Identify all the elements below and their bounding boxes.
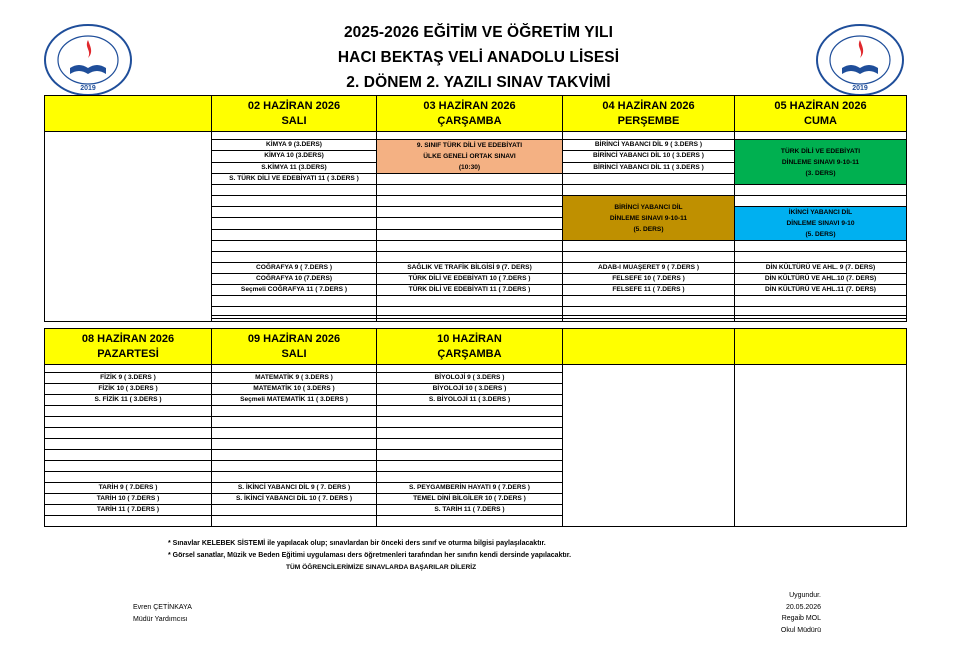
signer-title: Müdür Yardımcısı (133, 615, 188, 623)
empty-header-cell (45, 96, 212, 132)
exam-cell: TARİH 10 ( 7.DERS ) (45, 494, 212, 505)
exam-cell: ADAB-I MUAŞERET 9 ( 7.DERS ) (563, 263, 735, 274)
exam-cell: S. İKİNCİ YABANCI DİL 10 ( 7. DERS ) (212, 494, 377, 505)
exam-cell: DİN KÜLTÜRÜ VE AHL.11 (7. DERS) (735, 285, 907, 296)
week2-header-row (45, 329, 907, 365)
listening-exam-cell: TÜRK DİLİ VE EDEBİYATI DİNLEME SINAVI 9-10-11 (3. DERS) (735, 140, 907, 185)
day-header-cell: 09 HAZİRAN 2026 SALI (212, 329, 377, 365)
header-school: HACI BEKTAŞ VELİ ANADOLU LİSESİ (337, 49, 620, 66)
exam-cell: S. FİZİK 11 ( 3.DERS ) (45, 395, 212, 406)
exam-cell: KİMYA 10 (3.DERS) (212, 151, 377, 162)
exam-cell: FİZİK 10 ( 3.DERS ) (45, 384, 212, 395)
exam-cell: FİZİK 9 ( 3.DERS ) (45, 373, 212, 384)
exam-cell: COĞRAFYA 9 ( 7.DERS ) (212, 263, 377, 274)
exam-cell: S. TÜRK DİLİ VE EDEBİYATI 11 ( 3.DERS ) (212, 174, 377, 185)
exam-cell: TÜRK DİLİ VE EDEBİYATI 10 ( 7.DERS ) (377, 274, 563, 285)
exam-cell: BİYOLOJİ 10 ( 3.DERS ) (377, 384, 563, 395)
exam-cell: FELSEFE 11 ( 7.DERS ) (563, 285, 735, 296)
exam-cell: TÜRK DİLİ VE EDEBİYATI 11 ( 7.DERS ) (377, 285, 563, 296)
note-line: * Sınavlar KELEBEK SİSTEMİ ile yapılacak olup; sınavlardan bir önceki ders sınıf ve oturma bilgisi paylaşılacaktır. (168, 540, 546, 547)
listening-exam-cell: BİRİNCİ YABANCI DİL DİNLEME SINAVI 9-10-11 (5. DERS) (563, 196, 735, 241)
day-header-cell: 08 HAZİRAN 2026 PAZARTESİ (45, 329, 212, 365)
exam-cell: TARİH 11 ( 7.DERS ) (45, 505, 212, 516)
approval-text: Uygundur. (789, 592, 821, 599)
exam-cell: BİYOLOJİ 9 ( 3.DERS ) (377, 373, 563, 384)
exam-cell: FELSEFE 10 ( 7.DERS ) (563, 274, 735, 285)
empty-block (563, 365, 735, 527)
exam-cell: S. PEYGAMBERİN HAYATI 9 ( 7.DERS ) (377, 483, 563, 494)
document-header (0, 20, 957, 95)
svg-text:2019: 2019 (852, 85, 868, 92)
exam-cell: S. İKİNCİ YABANCI DİL 9 ( 7. DERS ) (212, 483, 377, 494)
notes-block (168, 538, 571, 561)
svg-text:2019: 2019 (80, 85, 96, 92)
week2-schedule-table (44, 328, 907, 527)
signature-left (133, 602, 192, 625)
exam-cell: KİMYA 9 (3.DERS) (212, 140, 377, 151)
school-logo-right (816, 24, 904, 96)
empty-header-cell (735, 329, 907, 365)
signer-name: Evren ÇETİNKAYA (133, 604, 192, 611)
approval-date: 20.05.2026 (785, 603, 821, 611)
signer-title: Okul Müdürü (780, 626, 821, 634)
exam-cell: MATEMATİK 9 ( 3.DERS ) (212, 373, 377, 384)
exam-cell: S.KİMYA 11 (3.DERS) (212, 162, 377, 173)
exam-cell: DİN KÜLTÜRÜ VE AHL.10 (7. DERS) (735, 274, 907, 285)
exam-cell: TARİH 9 ( 7.DERS ) (45, 483, 212, 494)
signature-right (755, 590, 821, 636)
listening-exam-cell: İKİNCİ YABANCI DİL DİNLEME SINAVI 9-10 (5. DERS) (735, 207, 907, 241)
day-header-cell: 10 HAZİRAN ÇARŞAMBA (377, 329, 563, 365)
header-title: 2. DÖNEM 2. YAZILI SINAV TAKVİMİ (346, 74, 611, 91)
exam-cell: S. BİYOLOJİ 11 ( 3.DERS ) (377, 395, 563, 406)
note-line: * Görsel sanatlar, Müzik ve Beden Eğitimi uygulaması ders öğretmenleri tarafından her sınıfın kendi dersinde yapılacaktır. (168, 551, 572, 559)
exam-cell: SAĞLIK VE TRAFİK BİLGİSİ 9 (7. DERS) (377, 263, 563, 274)
empty-left-block (45, 132, 212, 322)
signer-name: Regaib MOL (781, 615, 821, 622)
common-exam-cell: 9. SINIF TÜRK DİLİ VE EDEBİYATI ÜLKE GENELİ ORTAK SINAVI (10:30) (377, 140, 563, 174)
exam-cell: Seçmeli COĞRAFYA 11 ( 7.DERS ) (212, 285, 377, 296)
exam-cell: COĞRAFYA 10 (7.DERS) (212, 274, 377, 285)
empty-block (735, 365, 907, 527)
day-header-cell: 02 HAZİRAN 2026 SALI (212, 96, 377, 132)
exam-cell: Seçmeli MATEMATİK 11 ( 3.DERS ) (212, 395, 377, 406)
exam-cell: BİRİNCİ YABANCI DİL 9 ( 3.DERS ) (563, 140, 735, 151)
header-year: 2025-2026 EĞİTİM VE ÖĞRETİM YILI (343, 24, 614, 41)
good-luck-text: TÜM ÖĞRENCİLERİMİZE SINAVLARDA BAŞARILAR DİLERİZ (286, 564, 477, 571)
school-logo-left (44, 24, 132, 96)
exam-cell: BİRİNCİ YABANCI DİL 10 ( 3.DERS ) (563, 151, 735, 162)
exam-cell: MATEMATİK 10 ( 3.DERS ) (212, 384, 377, 395)
exam-cell: TEMEL DİNİ BİLGİLER 10 ( 7.DERS ) (377, 494, 563, 505)
week1-header-row (45, 96, 907, 132)
week1-schedule-table (44, 95, 907, 322)
day-header-cell: 04 HAZİRAN 2026 PERŞEMBE (563, 96, 735, 132)
exam-cell: DİN KÜLTÜRÜ VE AHL. 9 (7. DERS) (735, 263, 907, 274)
exam-cell: BİRİNCİ YABANCI DİL 11 ( 3.DERS ) (563, 162, 735, 173)
day-header-cell: 03 HAZİRAN 2026 ÇARŞAMBA (377, 96, 563, 132)
empty-header-cell (563, 329, 735, 365)
day-header-cell: 05 HAZİRAN 2026 CUMA (735, 96, 907, 132)
exam-cell: S. TARİH 11 ( 7.DERS ) (377, 505, 563, 516)
